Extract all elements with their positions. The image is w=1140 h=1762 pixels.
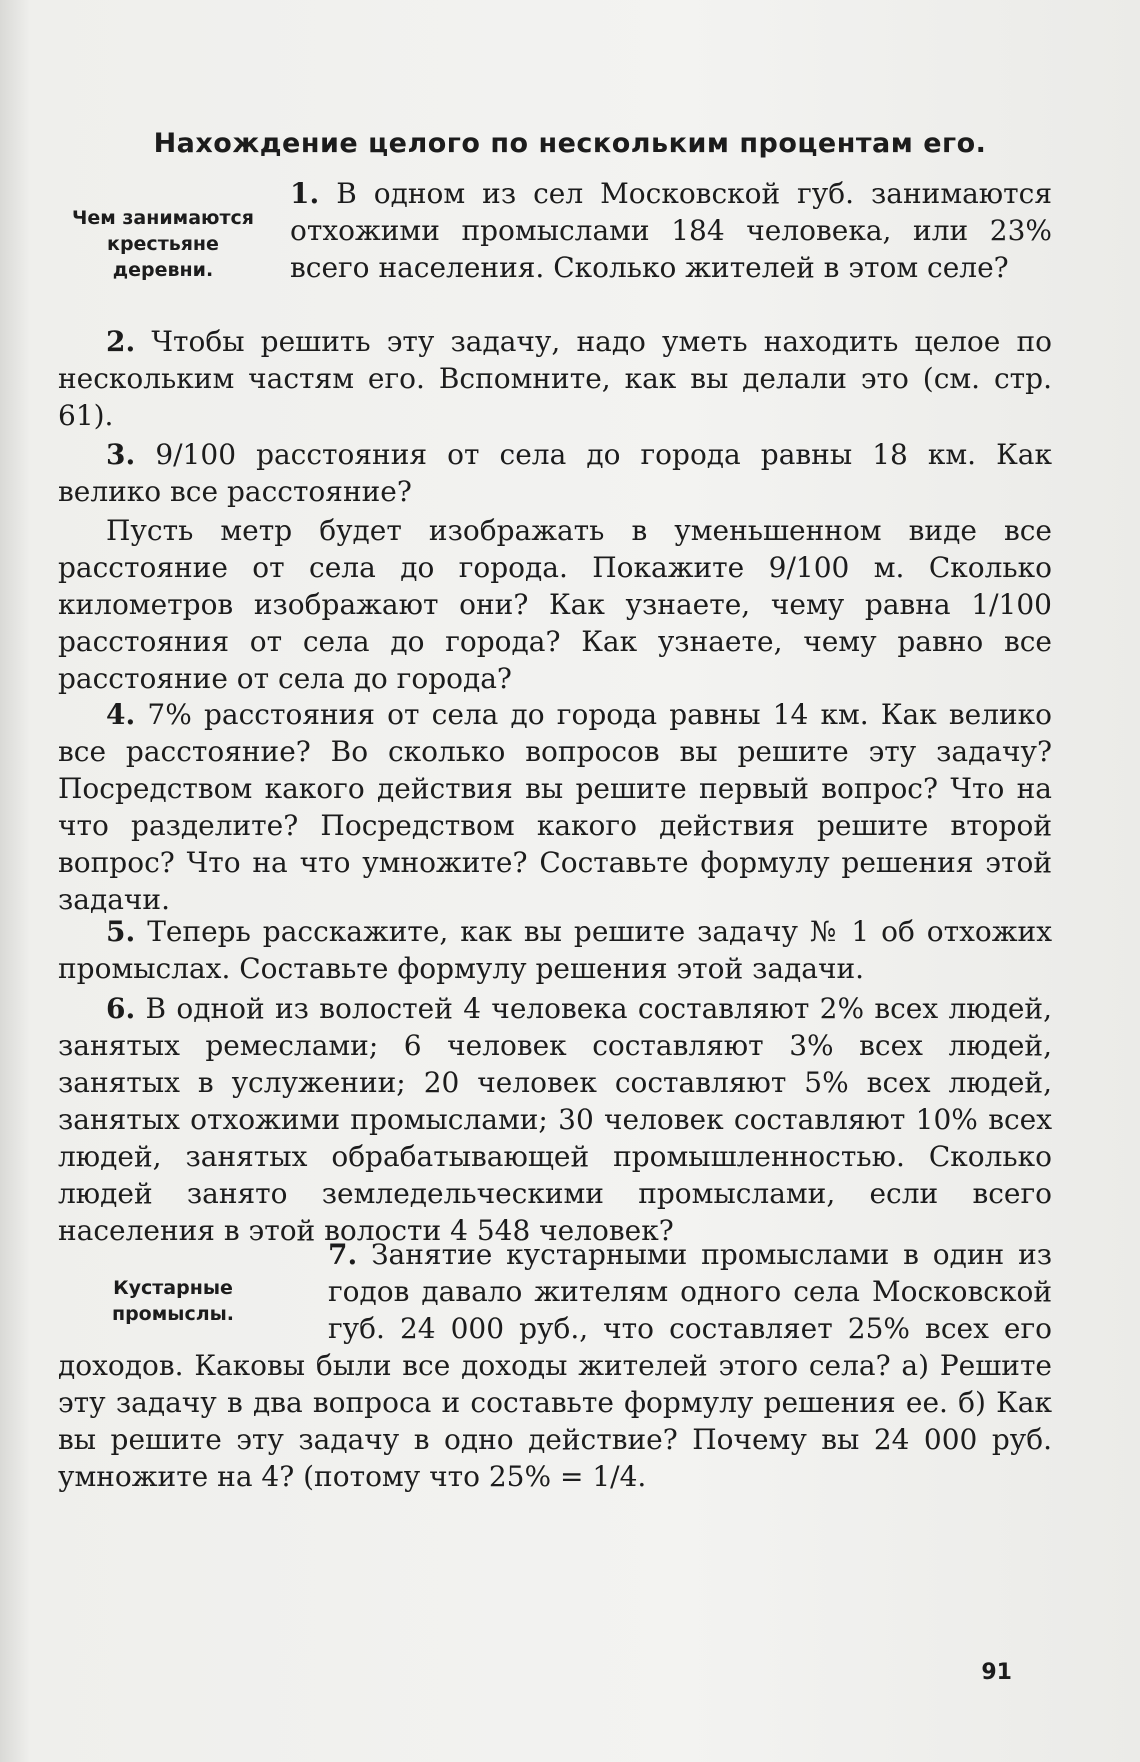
margin-float-spacer bbox=[58, 1236, 328, 1346]
problem-5 bbox=[58, 913, 1052, 987]
problem-text: 9/100 расстояния от села до города равны 18 км. Как велико все расстояние? bbox=[58, 438, 1052, 508]
problem-number: 3. bbox=[106, 438, 136, 471]
section-heading: Нахождение целого по нескольким процентам его. bbox=[153, 128, 987, 159]
problem-number: 6. bbox=[106, 992, 136, 1025]
problem-6 bbox=[58, 990, 1052, 1249]
problem-1 bbox=[290, 175, 1052, 286]
problem-7-wrapper bbox=[58, 1236, 1052, 1636]
problem-text: В одном из сел Московской губ. занимаются отхожими промыслами 184 человека, или 23% всего населения. Сколько жителей в этом селе? bbox=[290, 177, 1052, 284]
problem-2 bbox=[58, 323, 1052, 434]
problem-text: Чтобы решить эту задачу, надо уметь находить целое по нескольким частям его. Вспомните, как вы делали это (см. стр. 61). bbox=[58, 325, 1053, 432]
problem-text: Занятие кустарными промыслами в один из годов давало жителям одного села Московской губ. 24 000 руб., что составляет 25% всех его доходов. Каковы были все доходы жителей этого села? а) Решите эту задачу в два вопроса и составьте формулу решения ее. б) Как вы решите эту задачу в одно действие? Почему вы 24 000 руб. умножите на 4? (потому что 25% = 1/4. bbox=[58, 1238, 1052, 1493]
problem-3-continuation bbox=[58, 512, 1052, 697]
problem-text: Пусть метр будет изображать в уменьшенном виде все расстояние от села до города. Покажите 9/100 м. Сколько километров изображают они? Как узнаете, чему равна 1/100 расстояния от села до города? Как узнаете, чему равно все расстояние от села до города? bbox=[58, 514, 1052, 695]
problem-text: Теперь расскажите, как вы решите задачу № 1 об отхожих промыслах. Составьте формулу решения этой задачи. bbox=[58, 915, 1052, 985]
problem-number: 4. bbox=[106, 698, 136, 731]
problem-3 bbox=[58, 436, 1052, 510]
page-number: 91 bbox=[981, 1660, 1012, 1685]
margin-note-handicrafts: Кустарные промыслы. bbox=[111, 1277, 235, 1325]
margin-note-peasants: Чем занимаются крестьяне деревни. bbox=[72, 207, 254, 281]
problem-number: 1. bbox=[290, 177, 320, 210]
problem-text: 7% расстояния от села до города равны 14 км. Как велико все расстояние? Во сколько вопросов вы решите эту задачу? Посредством какого действия вы решите первый вопрос? Что на что разделите? Посредством какого действия решите второй вопрос? Что на что умножите? Составьте формулу решения этой задачи. bbox=[58, 698, 1052, 916]
problem-text: В одной из волостей 4 человека составляют 2% всех людей, занятых ремеслами; 6 человек составляют 3% всех людей, занятых в услужении; 20 человек составляют 5% всех людей, занятых отхожими промыслами; 30 человек составляют 10% всех людей, занятых обрабатывающей промышленностью. Сколько людей занято земледельческими промыслами, если всего населения в этой волости 4 548 человек? bbox=[58, 992, 1052, 1247]
problem-number: 7. bbox=[328, 1238, 358, 1271]
problem-number: 5. bbox=[106, 915, 136, 948]
problem-number: 2. bbox=[106, 325, 136, 358]
problem-4 bbox=[58, 696, 1052, 918]
